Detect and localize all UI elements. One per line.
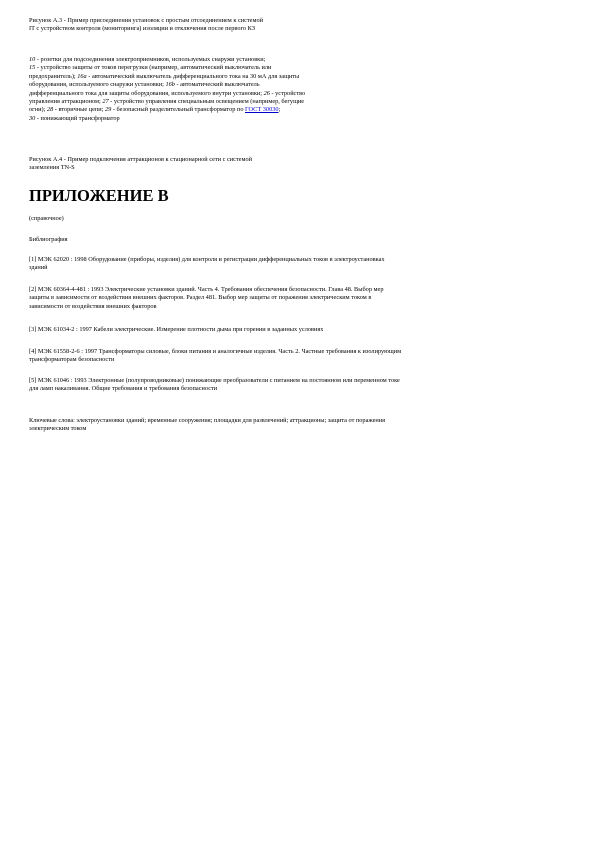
legend-text: - автоматический выключатель	[174, 81, 260, 89]
bibliography-item	[29, 286, 554, 311]
bibliography-label: Библиография	[29, 236, 68, 243]
keywords-line-2: электрическим током	[29, 425, 87, 433]
legend-num-16a: 16а	[77, 72, 87, 80]
bibliography-item-1-line-1: [1] МЭК 62020 : 1998 Оборудование (приборы, изделия) для контроля и регистрации дифференциальных токов в электроустановках	[29, 256, 385, 263]
figure-a4-caption	[29, 156, 554, 173]
legend-line-7	[29, 106, 554, 114]
legend-line-8	[29, 115, 554, 123]
legend-line-3	[29, 73, 554, 81]
legend-text: - вторичные цепи;	[53, 106, 105, 114]
legend-num-26: 26	[263, 89, 270, 97]
legend-text: управления аттракционом;	[29, 98, 103, 106]
bibliography-item-5-line-2: для ламп накаливания. Общие требования и требования безопасности	[29, 385, 218, 393]
legend-line-5	[29, 90, 554, 98]
legend-text: дифференциального тока для защиты оборудования, используемого внутри установки;	[29, 89, 264, 97]
bibliography-item-3-line-1: [3] МЭК 61034-2 : 1997 Кабели электрические. Измерение плотности дыма при горении в заданных условиях	[29, 326, 324, 333]
legend-num-15: 15	[29, 64, 36, 72]
legend-text: огни);	[29, 106, 47, 114]
bibliography-item-1-line-2: зданий	[29, 264, 48, 272]
legend-text: - понижающий трансформатор	[35, 114, 120, 122]
legend-line-6	[29, 98, 554, 106]
keywords-line-1: Ключевые слова: электроустановки зданий; временные сооружения; площадки для развлечений; аттракционы; защита от поражения	[29, 417, 386, 424]
bibliography-label-block	[29, 236, 554, 244]
legend-text: - автоматический выключатель дифференциального тока на 30 мА для защиты	[86, 72, 300, 80]
bibliography-item-2-line-2: защиты в зависимости от воздействия внешних факторов. Раздел 481. Выбор мер защиты от поражения электрическим током в	[29, 294, 372, 302]
legend-text: оборудования, используемого снаружи установки;	[29, 81, 166, 89]
bibliography-item	[29, 377, 554, 394]
figure-a4-line-1: Рисунок А.4 - Пример подключения аттракционов к стационарной сети с системой	[29, 156, 252, 163]
appendix-note-block	[29, 215, 554, 223]
legend-text: предохранитель);	[29, 72, 78, 80]
legend-text: - устройство управления специальным освещением (например, бегущие	[108, 98, 305, 106]
legend-text: - устройство защиты от токов перегрузки (например, автоматический выключатель или	[35, 64, 272, 72]
appendix-heading	[29, 186, 554, 206]
legend-num-27: 27	[102, 98, 109, 106]
legend-text: ;	[278, 106, 281, 114]
gost-30030-link[interactable]: ГОСТ 30030	[245, 106, 279, 114]
bibliography-item-5-line-1: [5] МЭК 61046 : 1993 Электронные (полупроводниковые) понижающие преобразователи с питанием на постоянном или переменном токе	[29, 377, 400, 384]
figure-a3-line-1: Рисунок А.3 - Пример присоединения установок с простым отсоединением к системой	[29, 17, 263, 24]
legend-line-2	[29, 64, 554, 72]
figure-a3-line-2: IT с устройством контроля (мониторинга) изоляции и отключения после первого КЗ	[29, 25, 255, 33]
appendix-title: ПРИЛОЖЕНИЕ В	[29, 186, 169, 205]
legend-num-28: 28	[46, 106, 54, 114]
legend-text: - безопасный разделительный трансформатор по	[111, 106, 246, 114]
legend-text: - устройство	[269, 89, 306, 97]
bibliography-item-4-line-1: [4] МЭК 61558-2-6 : 1997 Трансформаторы силовые, блоки питания и аналогичные изделия. Часть 2. Частные требования к изолирующим	[29, 348, 402, 355]
legend-text: - розетки для подсоединения электроприемников, используемых снаружи установки;	[35, 56, 266, 63]
figure-a3-caption	[29, 17, 554, 34]
figure-a4-line-2: заземления TN-S	[29, 164, 75, 172]
legend-num-16b: 16b	[165, 81, 175, 89]
legend-num-29: 29	[104, 106, 112, 114]
bibliography-item	[29, 256, 554, 273]
bibliography-item	[29, 326, 554, 334]
legend-num-30: 30	[29, 114, 36, 122]
figure-legend	[29, 56, 554, 123]
legend-line-1	[29, 56, 554, 64]
appendix-note: (справочное)	[29, 215, 64, 222]
legend-num-10: 10	[29, 56, 36, 63]
bibliography-item-2-line-1: [2] МЭК 60364-4-481 : 1993 Электрические установки зданий. Часть 4. Требования обеспечения безопасности. Глава 48. Выбор мер	[29, 286, 384, 293]
bibliography-item-2-line-3: зависимости от воздействия внешних факторов	[29, 302, 157, 310]
legend-line-4	[29, 81, 554, 89]
bibliography-item-4-line-2: трансформаторам безопасности	[29, 356, 115, 364]
keywords-block	[29, 417, 554, 434]
bibliography-item	[29, 348, 554, 365]
